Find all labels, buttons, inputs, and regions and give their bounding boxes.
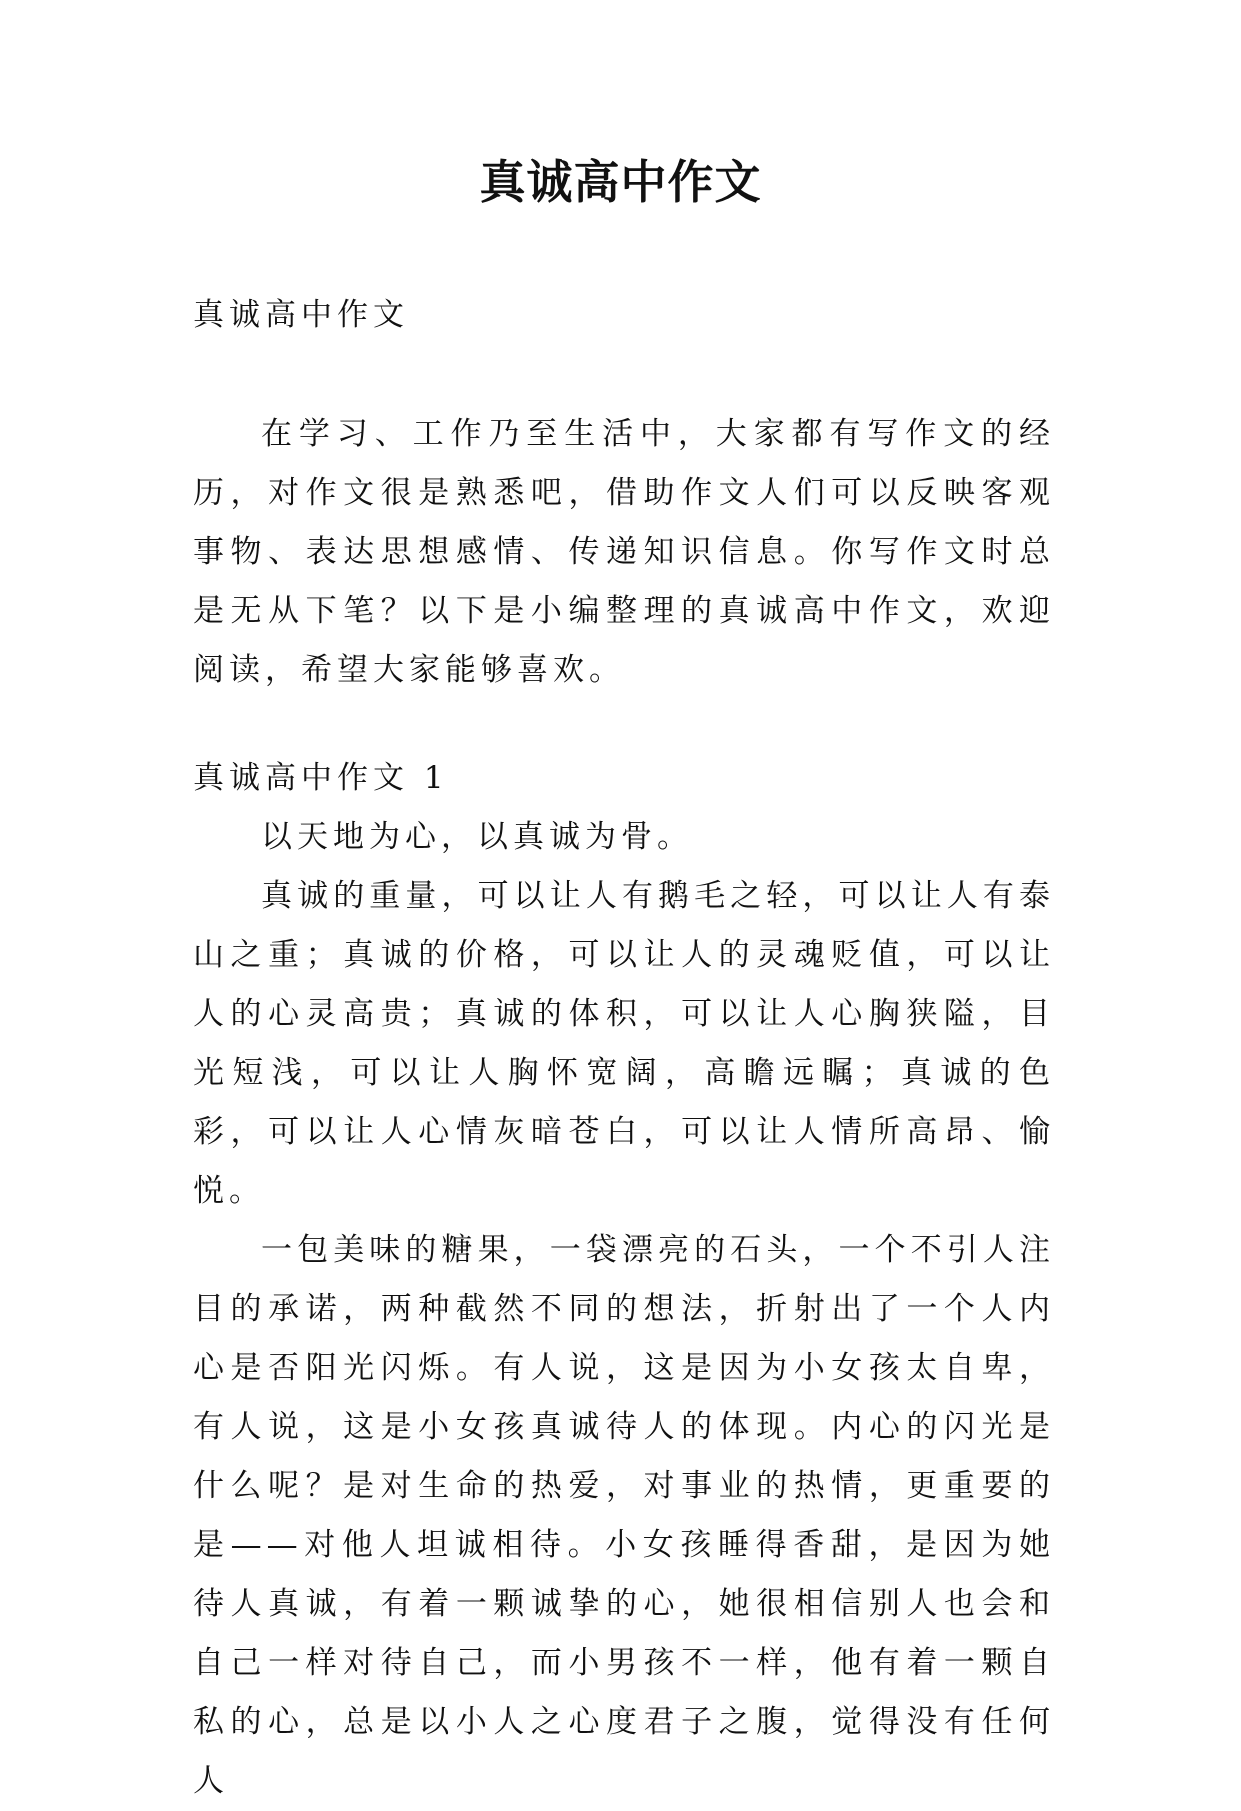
document-subtitle: 真诚高中作文 — [193, 297, 409, 333]
paragraph-3: 一包美味的糖果，一袋漂亮的石头，一个不引人注目的承诺，两种截然不同的想法，折射出了一个人内心是否阳光闪烁。有人说，这是因为小女孩太自卑，有人说，这是小女孩真诚待人的体现。内心的闪光是什么呢？是对生命的热爱，对事业的热情，更重要的是——对他人坦诚相待。小女孩睡得香甜，是因为她待人真诚，有着一颗诚挚的心，她很相信别人也会和自己一样对待自己，而小男孩不一样，他有着一颗自私的心，总是以小人之心度君子之腹，觉得没有任何人 — [193, 1232, 1055, 1799]
document-title: 真诚高中作文 — [479, 155, 762, 209]
document-body — [193, 286, 1055, 1811]
paragraph-2: 真诚的重量，可以让人有鹅毛之轻，可以让人有泰山之重；真诚的价格，可以让人的灵魂贬值，可以让人的心灵高贵；真诚的体积，可以让人心胸狭隘，目光短浅，可以让人胸怀宽阔，高瞻远瞩；真诚的色彩，可以让人心情灰暗苍白，可以让人情所高昂、愉悦。 — [193, 878, 1055, 1209]
section-heading: 真诚高中作文 1 — [193, 760, 449, 796]
paragraph-1: 以天地为心，以真诚为骨。 — [261, 819, 693, 855]
intro-paragraph: 在学习、工作乃至生活中，大家都有写作文的经历，对作文很是熟悉吧，借助作文人们可以反映客观事物、表达思想感情、传递知识信息。你写作文时总是无从下笔？以下是小编整理的真诚高中作文，欢迎阅读，希望大家能够喜欢。 — [193, 416, 1055, 688]
spacer — [193, 700, 1055, 749]
spacer — [193, 345, 1055, 405]
